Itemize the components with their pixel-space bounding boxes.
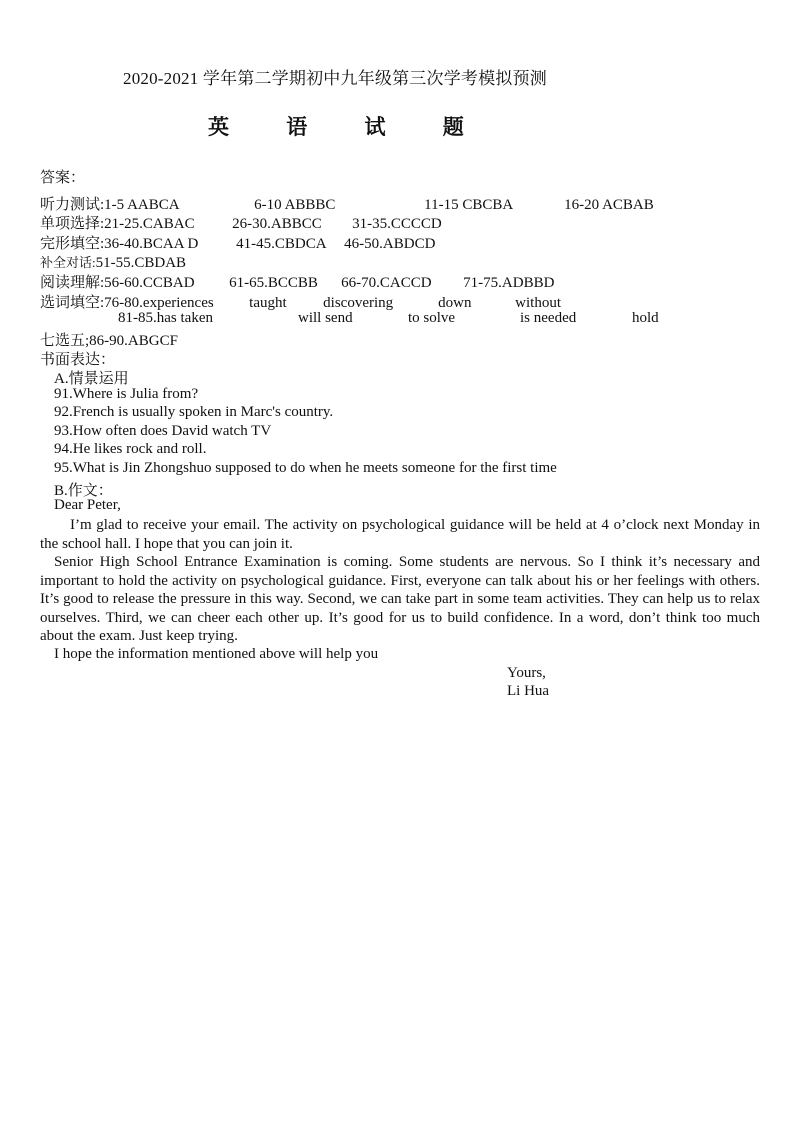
- reading-row: [40, 271, 554, 292]
- listening-row: [40, 193, 654, 214]
- word-fill-answer: without: [515, 295, 562, 311]
- reading-answer: 56-60.CCBAD: [104, 275, 195, 291]
- seven-five-answer: 86-90.ABGCF: [89, 333, 178, 349]
- writing-label: 书面表达：: [40, 352, 116, 368]
- seven-five-label: 七选五;: [40, 333, 90, 349]
- listening-answer: 6-10 ABBBC: [254, 197, 336, 213]
- word-fill-answer: 76-80.experiences: [104, 295, 214, 311]
- letter-salutation: Dear Peter,: [54, 497, 121, 513]
- letter-closing: Yours,: [507, 665, 546, 681]
- single-choice-row: [40, 212, 442, 233]
- dialogue-answer: 51-55.CBDAB: [95, 255, 187, 271]
- letter-paragraph: Senior High School Entrance Examination is coming. Some students are nervous. So I think it’s necessary and important to hold the activity on psychological guidance. First, everyone can talk about his or her feelings with others. It’s good to release the pressure in this way. Second, we can take part in some team activities. They can help us to relax ourselves. Third, we can cheer each other up. It’s good for us to build confidence. In a word, don’t think too much about the exam. Just keep trying.: [40, 554, 760, 644]
- single-choice-answer: 26-30.ABBCC: [232, 216, 322, 232]
- reading-answer: 61-65.BCCBB: [229, 275, 318, 291]
- word-fill-answer: hold: [632, 310, 659, 326]
- letter-paragraph: I hope the information mentioned above will help you: [54, 646, 379, 662]
- letter-paragraph: I’m glad to receive your email. The activity on psychological guidance will be held at 4 o’clock next Monday in the school hall. I hope that you can join it.: [40, 517, 760, 552]
- part-a-answer: 91.Where is Julia from?: [54, 386, 199, 402]
- listening-label: 听力测试:: [40, 197, 105, 213]
- cloze-answer: 41-45.CBDCA: [236, 236, 327, 252]
- reading-answer: 71-75.ADBBD: [463, 275, 555, 291]
- answers-label: 答案：: [40, 170, 86, 186]
- cloze-row: [40, 232, 435, 253]
- part-a-answer: 92.French is usually spoken in Marc's country.: [54, 404, 334, 420]
- part-a-label: A.情景运用: [54, 371, 129, 387]
- word-fill-answer: discovering: [323, 295, 394, 311]
- seven-five-row: [40, 329, 178, 350]
- single-choice-answer: 31-35.CCCCD: [352, 216, 442, 232]
- word-fill-answer: will send: [298, 310, 353, 326]
- reading-label: 阅读理解:: [40, 275, 105, 291]
- single-choice-answer: 21-25.CABAC: [104, 216, 195, 232]
- word-fill-answer: to solve: [408, 310, 456, 326]
- part-a-answer: 95.What is Jin Zhongshuo supposed to do when he meets someone for the first time: [54, 460, 557, 476]
- listening-answer: 11-15 CBCBA: [424, 197, 514, 213]
- word-fill-answer: down: [438, 295, 472, 311]
- cloze-answer: 36-40.BCAA D: [104, 236, 199, 252]
- listening-answer: 16-20 ACBAB: [564, 197, 654, 213]
- exam-title: 2020-2021 学年第二学期初中九年级第三次学考模拟预测: [123, 69, 547, 88]
- word-fill-answer: taught: [249, 295, 287, 311]
- word-fill-answer: is needed: [520, 310, 577, 326]
- dialogue-row: [40, 252, 186, 272]
- exam-subject: 英 语 试 题: [208, 115, 490, 139]
- listening-answer: 1-5 AABCA: [104, 197, 180, 213]
- word-fill-label: 选词填空:: [40, 295, 105, 311]
- part-a-answer: 93.How often does David watch TV: [54, 423, 272, 439]
- word-fill-row-1: [40, 291, 561, 312]
- dialogue-label: 补全对话:: [40, 255, 96, 270]
- cloze-answer: 46-50.ABDCD: [344, 236, 436, 252]
- part-a-answer: 94.He likes rock and roll.: [54, 441, 207, 457]
- word-fill-row-2: [118, 310, 659, 327]
- letter-signature: Li Hua: [507, 683, 550, 699]
- part-b-label: B.作文：: [54, 483, 113, 499]
- cloze-label: 完形填空:: [40, 236, 105, 252]
- word-fill-answer: 81-85.has taken: [118, 310, 213, 326]
- reading-answer: 66-70.CACCD: [341, 275, 432, 291]
- single-choice-label: 单项选择:: [40, 216, 105, 232]
